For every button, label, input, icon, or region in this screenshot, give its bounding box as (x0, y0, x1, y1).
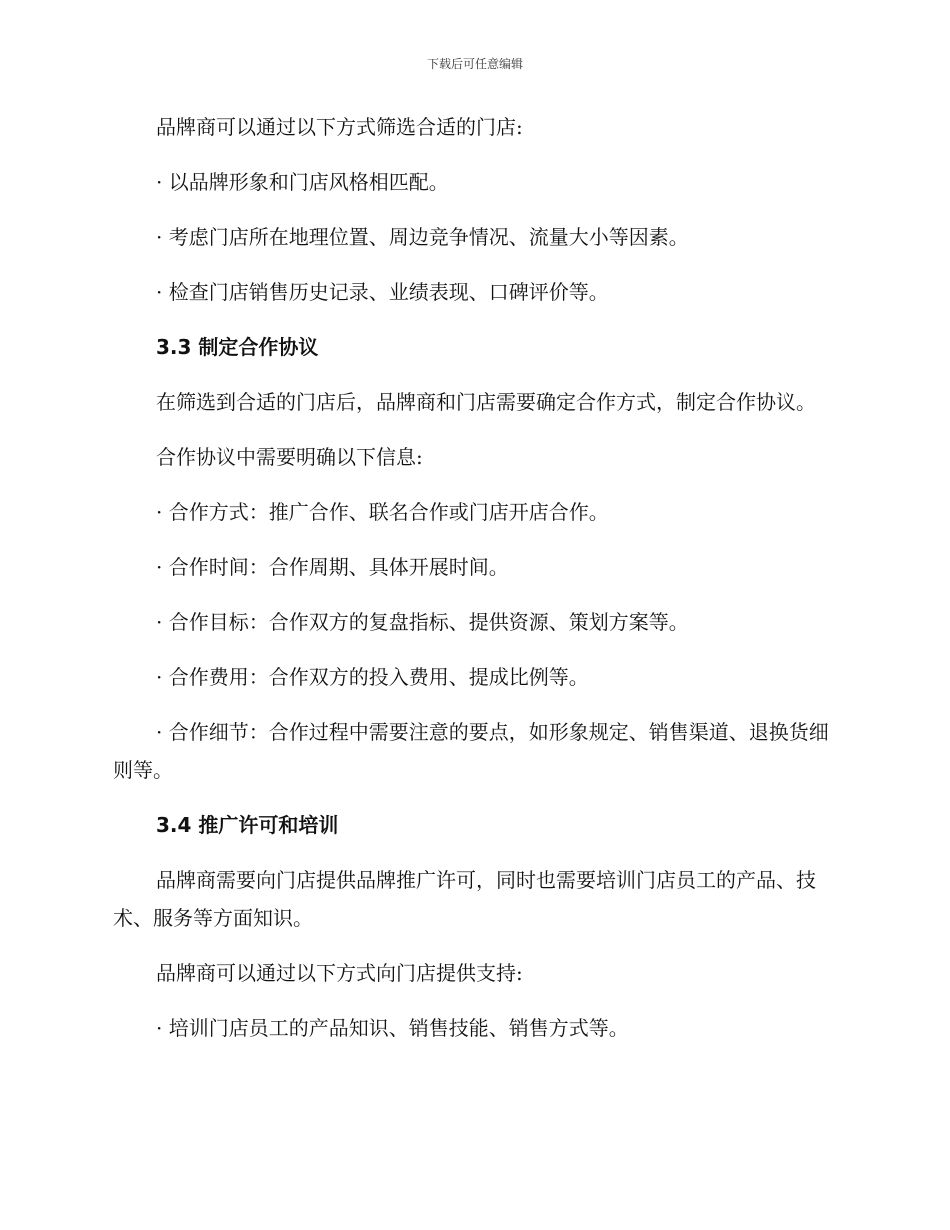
section-heading-3-3: 3.3 制定合作协议 (156, 335, 319, 359)
paragraph-agreement-intro: 在筛选到合适的门店后，品牌商和门店需要确定合作方式，制定合作协议。 (156, 390, 816, 414)
bullet-brand-match: · 以品牌形象和门店风格相匹配。 (156, 170, 449, 194)
bullet-cooperation-goal: · 合作目标：合作双方的复盘指标、提供资源、策划方案等。 (156, 610, 689, 634)
bullet-cooperation-time: · 合作时间：合作周期、具体开展时间。 (156, 555, 509, 579)
paragraph-filter-intro: 品牌商可以通过以下方式筛选合适的门店: (156, 115, 523, 139)
bullet-cooperation-details: · 合作细节：合作过程中需要注意的要点，如形象规定、销售渠道、退换货细则等。 (113, 720, 829, 782)
bullet-cooperation-cost: · 合作费用：合作双方的投入费用、提成比例等。 (156, 665, 589, 689)
paragraph-support-intro: 品牌商可以通过以下方式向门店提供支持: (156, 961, 523, 985)
header-note: 下载后可任意编辑 (426, 57, 523, 71)
paragraph-agreement-info: 合作协议中需要明确以下信息: (156, 445, 423, 469)
bullet-cooperation-mode: · 合作方式：推广合作、联名合作或门店开店合作。 (156, 500, 609, 524)
document-body (113, 108, 833, 1064)
bullet-sales-history: · 检查门店销售历史记录、业绩表现、口碑评价等。 (156, 280, 609, 304)
section-heading-3-4: 3.4 推广许可和培训 (156, 813, 339, 837)
paragraph-promotion-license: 品牌商需要向门店提供品牌推广许可，同时也需要培训门店员工的产品、技术、服务等方面知识。 (113, 868, 816, 930)
bullet-location: · 考虑门店所在地理位置、周边竞争情况、流量大小等因素。 (156, 225, 689, 249)
bullet-staff-training: · 培训门店员工的产品知识、销售技能、销售方式等。 (156, 1016, 629, 1040)
